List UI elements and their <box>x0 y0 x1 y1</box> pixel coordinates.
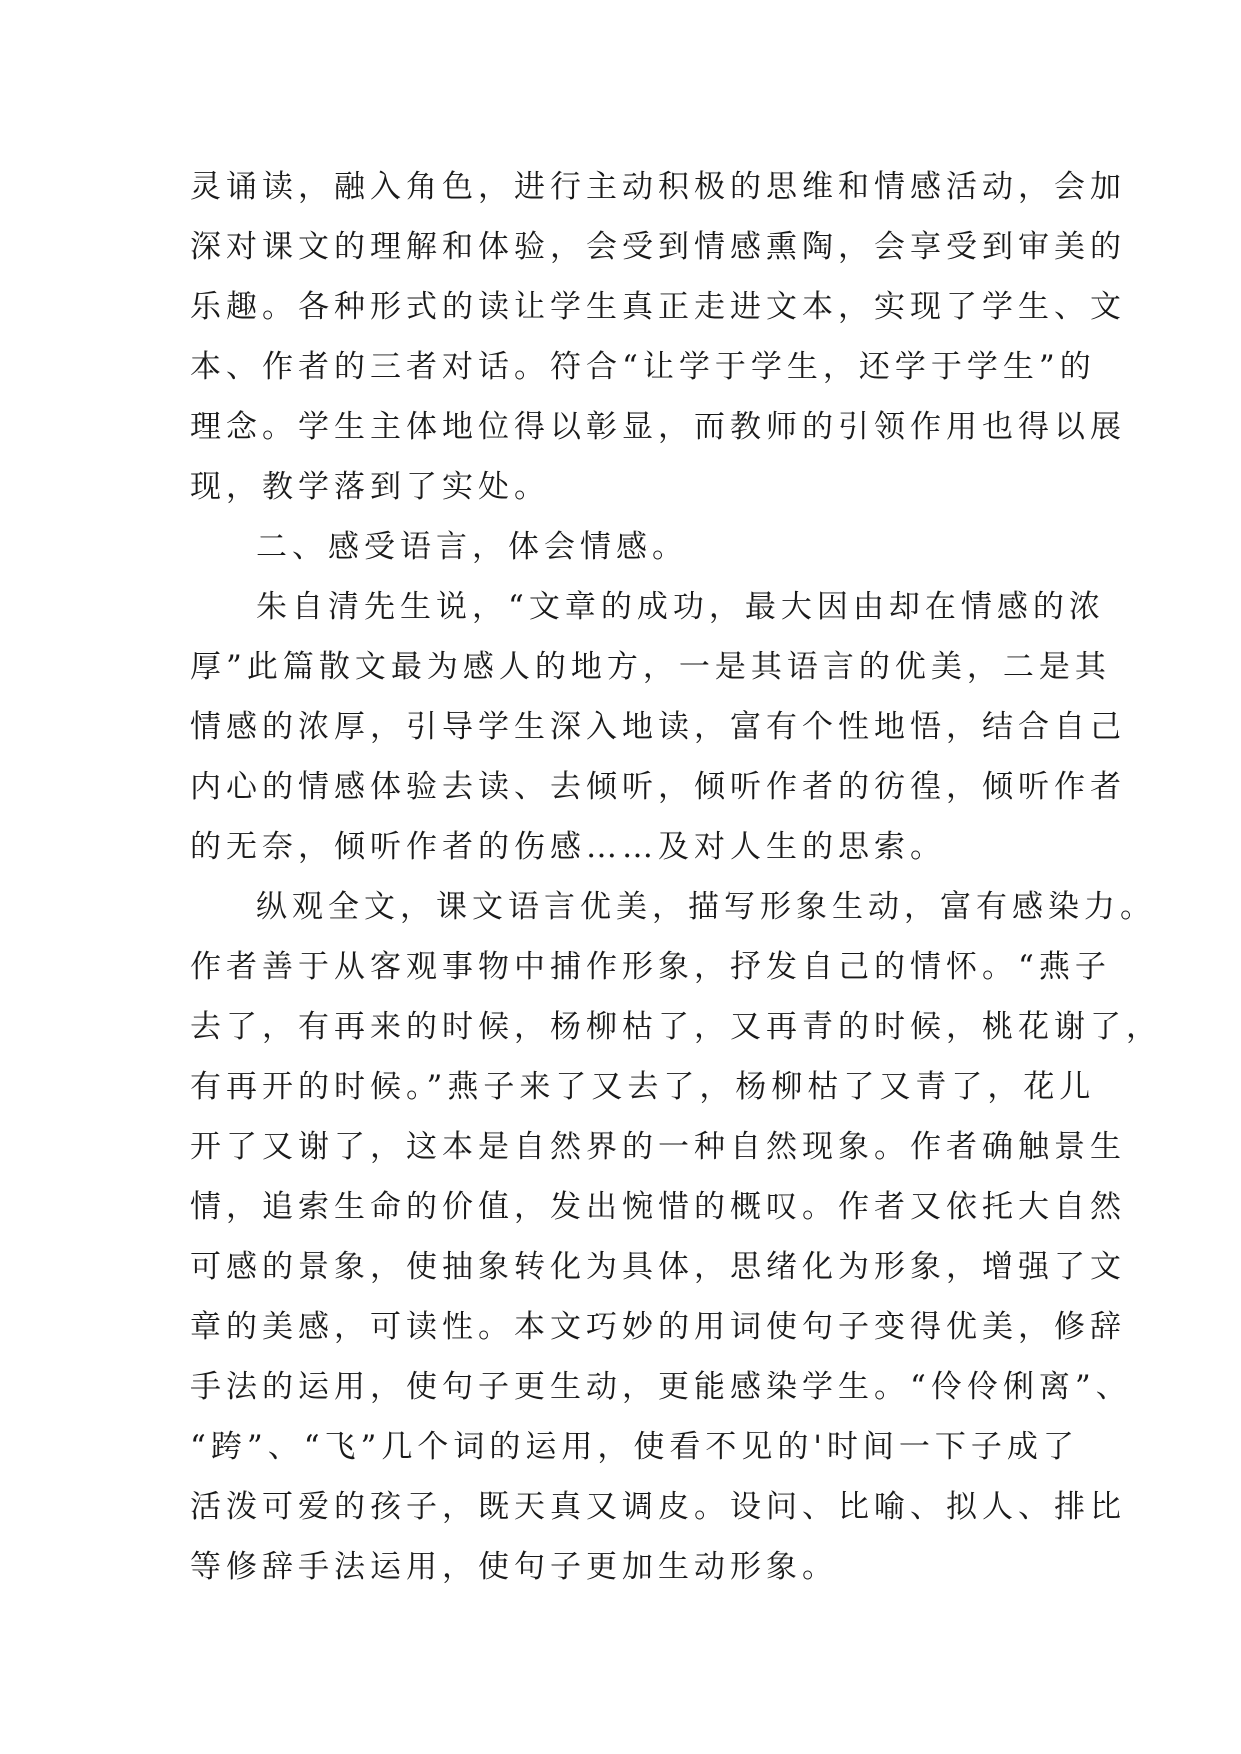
paragraph-start-line: 纵观全文，课文语言优美，描写形象生动，富有感染力。 <box>256 889 1156 925</box>
paragraph-start-line: 朱自清先生说，“文章的成功，最大因由却在情感的浓 <box>256 589 1105 625</box>
text-line: 内心的情感体验去读、去倾听，倾听作者的彷徨，倾听作者 <box>190 769 1126 805</box>
text-line: “跨”、“飞”几个词的运用，使看不见的'时间一下子成了 <box>190 1429 1079 1465</box>
text-line: 活泼可爱的孩子，既天真又调皮。设问、比喻、拟人、排比 <box>190 1489 1126 1525</box>
text-line: 情，追索生命的价值，发出惋惜的概叹。作者又依托大自然 <box>190 1189 1126 1225</box>
text-line: 乐趣。各种形式的读让学生真正走进文本，实现了学生、文 <box>190 289 1126 325</box>
text-line: 本、作者的三者对话。符合“让学于学生，还学于学生”的 <box>190 349 1096 385</box>
text-line: 有再开的时候。”燕子来了又去了，杨柳枯了又青了，花儿 <box>190 1069 1096 1105</box>
text-line: 等修辞手法运用，使句子更加生动形象。 <box>190 1549 838 1585</box>
text-line: 手法的运用，使句子更生动，更能感染学生。“伶伶俐离”、 <box>190 1369 1132 1405</box>
text-line: 去了，有再来的时候，杨柳枯了，又再青的时候，桃花谢了， <box>190 1009 1162 1045</box>
text-line: 的无奈，倾听作者的伤感……及对人生的思索。 <box>190 829 946 865</box>
text-line: 现，教学落到了实处。 <box>190 469 550 505</box>
text-line: 可感的景象，使抽象转化为具体，思绪化为形象，增强了文 <box>190 1249 1126 1285</box>
text-line: 灵诵读，融入角色，进行主动积极的思维和情感活动，会加 <box>190 169 1126 205</box>
text-line: 情感的浓厚，引导学生深入地读，富有个性地悟，结合自己 <box>190 709 1126 745</box>
text-line: 深对课文的理解和体验，会受到情感熏陶，会享受到审美的 <box>190 229 1126 265</box>
text-line: 作者善于从客观事物中捕作形象，抒发自己的情怀。“燕子 <box>190 949 1111 985</box>
text-line: 理念。学生主体地位得以彰显，而教师的引领作用也得以展 <box>190 409 1126 445</box>
text-line: 章的美感，可读性。本文巧妙的用词使句子变得优美，修辞 <box>190 1309 1126 1345</box>
document-body <box>190 157 1162 1597</box>
section-heading: 二、感受语言，体会情感。 <box>256 529 688 565</box>
text-line: 厚”此篇散文最为感人的地方，一是其语言的优美，二是其 <box>190 649 1111 685</box>
text-line: 开了又谢了，这本是自然界的一种自然现象。作者确触景生 <box>190 1129 1126 1165</box>
